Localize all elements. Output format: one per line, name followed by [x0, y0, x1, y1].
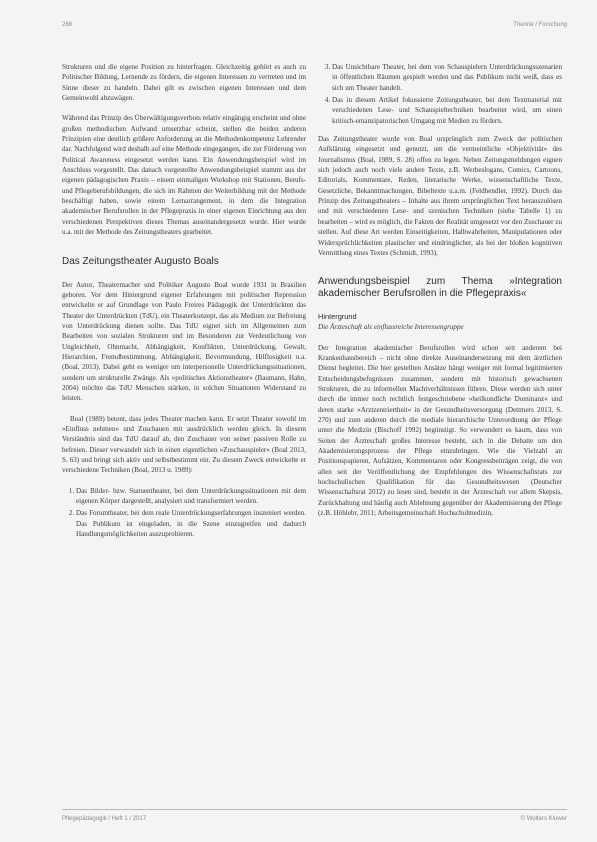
paragraph: Der Integration akademischer Berufsrollen wird schon seit anderem bei Krankenhausbereich – nicht ohne direkte Auseinandersetzung mit dem ärztlichen Dienst begleitet. Die hier gestellten Ansätze hängt weniger mit formal legitimierten Entscheidungsbefugnissen zusammen, sondern mit historisch gewachsenen Strukturen, die zu informellen Machtverhältnissen führen. Diese werden sich unter durch die immer noch rechtlich festgeschriebene »heilkundliche Dominanz« und deren starke »Arztzentriertheit« in der Gesundheitsversorgung (Dettmers 2013, S. 270) und zum anderen durch die mediale hierarchische Unterordnung der Pflege unter die Medizin (Bischoff 1992) begünstigt. So verwundert es kaum, dass von Seiten der Ärzteschaft großes Interesse besteht, sich in die Debatte um den Akademisierungsprozess der Pflege einzubringen. Wie die Vielzahl an Positionspapieren, Aufsätzen, Kommentaren oder Kongressbeiträgen zeigt, die von allen seit der Veröffentlichung der Empfehlungen des Wissenschaftsrats zur hochschulischen Qualifikation für das Gesundheitswesen (Deutscher Wissenschaftsrat 2012) zu lesen sind, besteht in der Ärzteschaft vor allem Skepsis, Zurückhaltung und häufig auch Ablehnung gegenüber der Akademisierung der Pflege (z.B. Höhlebr, 2011; Arbeitsgemeinschaft Hochschulmedizin,	[318, 343, 562, 518]
right-column	[318, 62, 562, 822]
list-item: 2. Das Forumtheater, bei dem reale Unterdrückungserfahrungen inszeniert werden. Das Publikum ist eingeladen, in die Szene einzugreifen und dadurch Handlungsmöglichkeiten auszuprobieren.	[76, 508, 306, 539]
subsection-heading-hintergrund: Hintergrund	[318, 312, 357, 322]
section-heading-zeitungstheater: Das Zeitungstheater Augusto Boals	[62, 255, 219, 267]
paragraph: Das Zeitungstheater wurde von Boal ursprünglich zum Zweck der politischen Aufklärung eingesetzt und genutzt, um die vermeintliche »Objektivität« des Journalismus (Boal, 1989, S. 28) offen zu legen. Neben Zeitungsmeldungen eignen sich jedoch auch noch viele andere Texte, z.B. Werbeslogans, Comics, Cartoons, Editorials, Kommentare, Reden, literarische Werke, wissenschaftliche Texte, Gesetzliche, Bekanntmachungen, Bibeltexte u.a.m. (Feldhendler, 1992). Durch das Prinzip des Zeitungstheaters – Inhalte aus ihrem ursprünglichen Text herauszulösen und mit verschiedenen Lese- und szenischen Techniken (siehe Tabelle 1) zu bearbeiten – wird es möglich, die Fakten der Realität umgesetzt vor den Zuschauer zu stellen. Auf diese Art werden Einseitigkeiten, Halbwahrheiten, Manipulationen oder Widersprüchlichkeiten plastischer und eindringlicher, als bei der bloßen kognitiven Vermittlung eines Textes (Schmidt, 1993).	[318, 135, 562, 257]
section-heading-anwendungsbeispiel: Anwendungsbeispiel zum Thema »Integration akademischer Berufsrollen in die Pflegepraxis«	[318, 276, 562, 300]
technique-list	[62, 486, 306, 540]
paragraph: Boal (1989) betont, dass jedes Theater machen kann. Er setzt Theater sowohl im »Einfluss nehmen« und Zuschauen mit ausdrücklich werden gleich. In diesem Verständnis sind das TdU darauf ab, den Zuschauer von seiner passiven Rolle zu befreien. Dieser verwandelt sich in einen eigentlichen »Zuschauspieler« (Boal 2013, S. 63) und bringt sich aktiv und selbstbestimmt ein. Zu diesem Zweck entwickelte er verschiedene Techniken (Boal, 2013 u. 1989):	[62, 414, 306, 475]
list-item: 4. Das in diesem Artikel fokussierte Zeitungstheater, bei dem Textmaterial mit verschiedenen Lese- und Schauspieltechniken bearbeitet wird, um einen kritisch-emanzipatorischen Umgang mit Medien zu fördern.	[332, 95, 562, 126]
subsection-subtitle: Die Ärzteschaft als einflussreiche Interessengruppe	[318, 323, 464, 332]
section-label: Theorie / Forschung	[513, 22, 567, 28]
footer-divider	[62, 809, 567, 810]
technique-list-continued	[318, 62, 562, 126]
left-column	[62, 62, 306, 822]
journal-citation: Pflegepädagogik / Heft 1 / 2017	[62, 816, 147, 822]
paragraph: Der Autor, Theatermacher und Politiker Augusto Boal wurde 1931 in Brasilien geboren. Vor dem Hintergrund eigener Erfahrungen mit politischer Repression entwickelte er auf Grundlage von Paulo Freires Pädagogik der Unterdrückten das Theater der Unterdrückten (TdU), ein Theaterkonzept, das als Medium zur Befreiung von Unterdrückung dienen sollte. Das TdU eignet sich im Allgemeinen zum Bearbeiten von sozialen Strukturen und im Besonderen zur Verdeutlichung von Ungleichheit, Ohnmacht, Abhängigkeit, Konflikten, Unterdrückung, Gewalt, Hierarchien, Fremdbestimmung, Abhängigkeit, Bevormundung, Hilflosigkeit u.a. (Boal, 2013). Dabei geht es weniger um interpersonelle Unterdrückungssituationen, sondern um strukturelle Zwänge. Als »politisches Aktionstheater« (Baumann, Hahn, 2004) möchte das TdU Menschen stärken, in solchen Situationen Widerstand zu leisten.	[62, 280, 306, 403]
list-item: 3. Das Unsichtbare Theater, bei dem von Schauspielern Unterdrückungsszenarien in öffentlichen Räumen gespielt werden und das Publikum nicht weiß, dass es sich um Theater handelt.	[332, 62, 562, 93]
list-item: 1. Das Bilder- bzw. Statuentheater, bei dem Unterdrückungssituationen mit dem eigenen Körper dargestellt, analysiert und transformiert werden.	[76, 486, 306, 507]
paragraph: Strukturen und die eigene Position zu hinterfragen. Gleichzeitig gehört es auch zu Politischer Bildung, Lernende zu fördern, die eigenen Interessen zu vertreten und im Sinne dieser zu handeln. Dabei gilt es zwischen eigenen Interessen und dem Gemeinwohl abzuwägen.	[62, 63, 306, 103]
page-number: 268	[62, 22, 73, 28]
paragraph: Während das Prinzip des Überwältigungsverbots relativ eingängig erscheint und ohne großen methodischen Aufwand umsetzbar scheint, stellen die beiden anderen Prinzipien eine deutlich größere Anforderung an die Methodenkompetenz Lehrender dar. Nachfolgend wird deshalb auf eine Methode eingegangen, die zur Förderung von Political Awareness eingesetzt werden kann. Ein Anwendungsbeispiel wird im Anschluss vorgestellt. Das danach vorgestellte Anwendungsbeispiel stammt aus der eigenen pädagogischen Praxis – einem einmaligen Workshop mit Stationen, Berufs- und Pflegeberufsbildungen, die sich im Rahmen der Weiterbildung mit der Methode beschäftigt haben, sowie einem Lernarrangement, in dem die Integration akademischer Berufsrollen in der Pflegepraxis in einer eigenen Einrichtung aus den verschiedenen Perspektiven dieses Themas auseinandergesetzt wurde. Hier wurde u.a. mit der Methode des Zeitungstheaters gearbeitet.	[62, 114, 306, 237]
publisher-mark: © Wolters Kluwer	[520, 816, 567, 822]
